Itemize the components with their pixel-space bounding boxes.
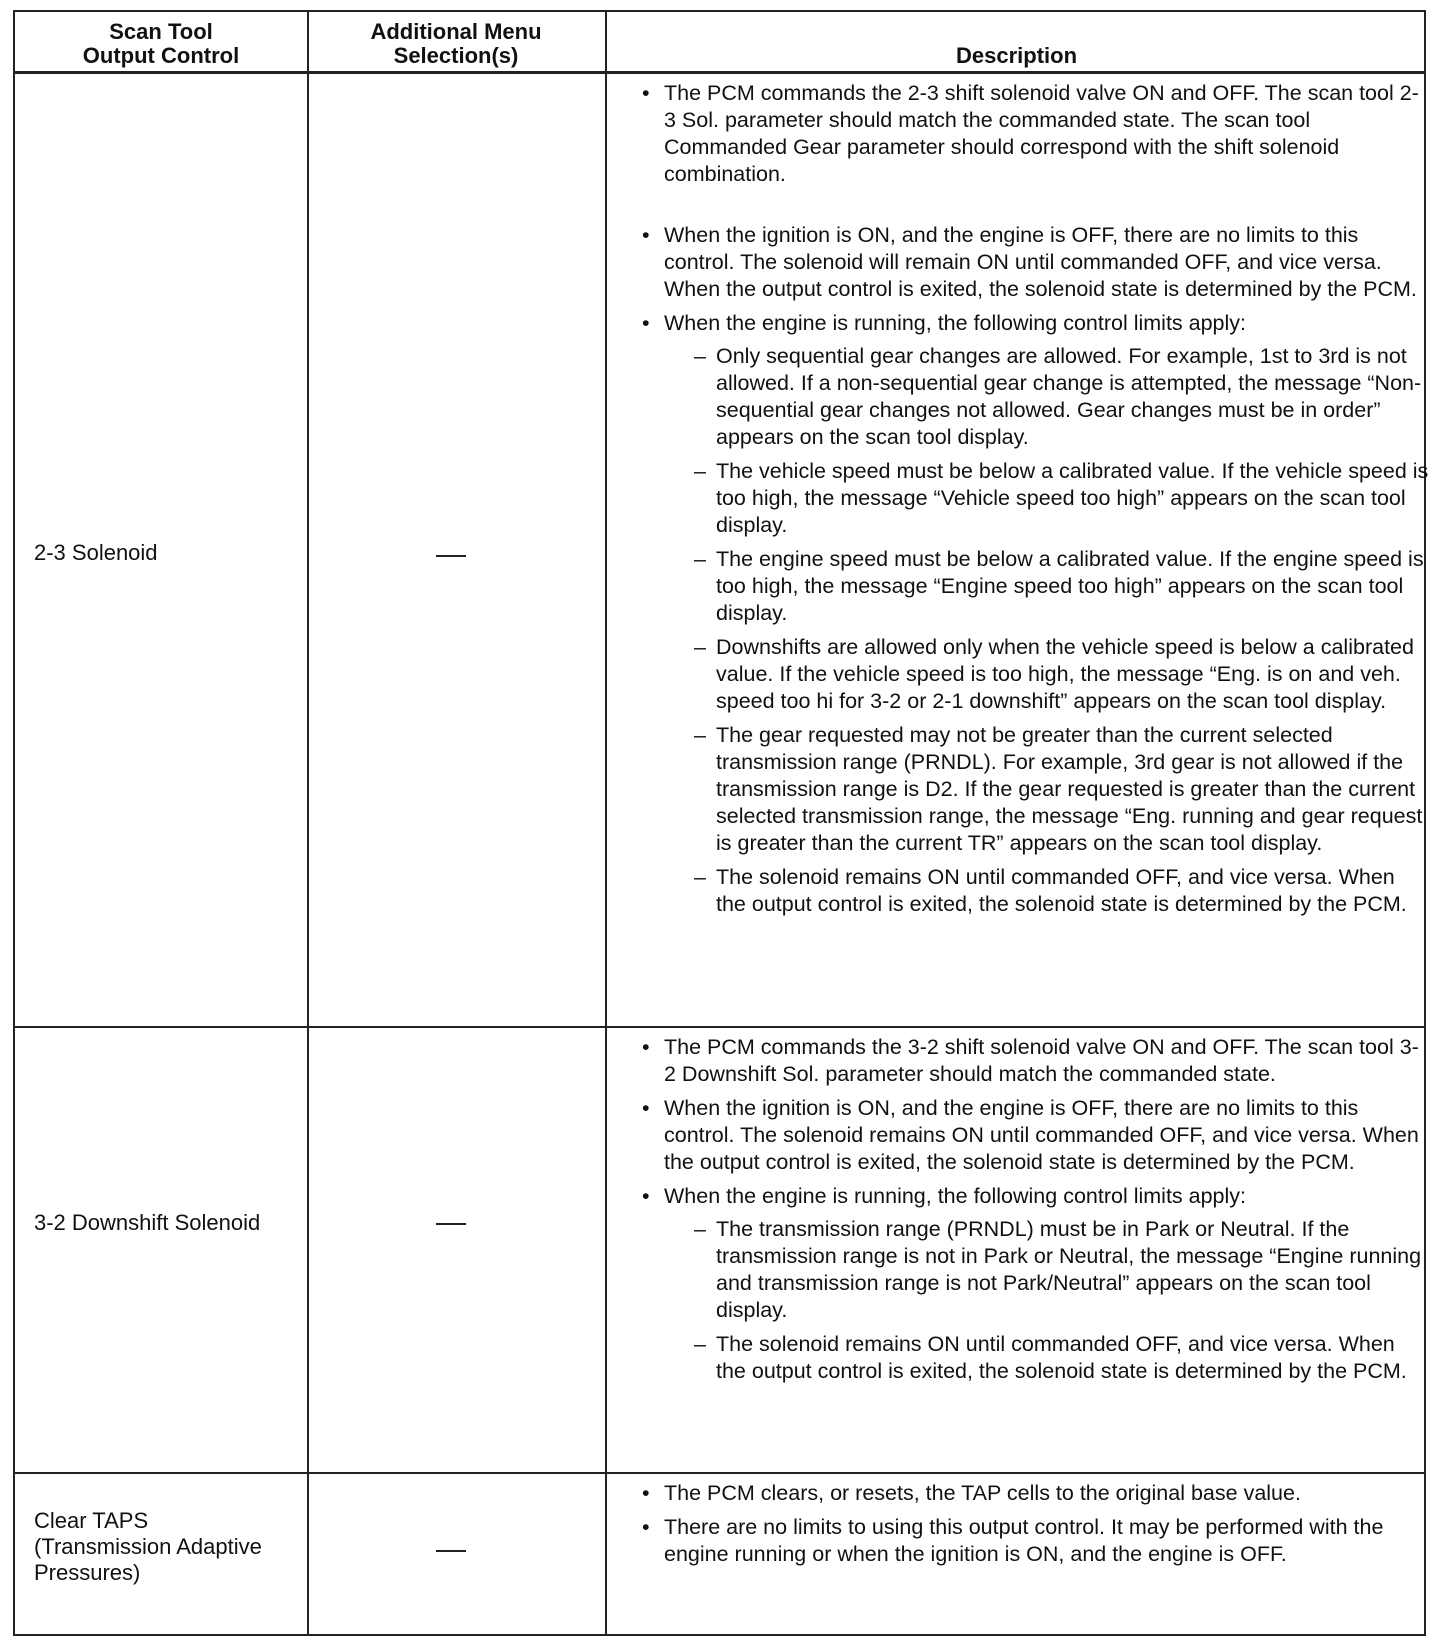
sub-item: – The gear requested may not be greater than the current selected transmission range (PRNDL). For example, 3rd gear is not allowed if the transmission range is D2. If the gear requested is greater than the current selected transmission range, the message “Eng. running and gear request is greater than the current TR” appears on the scan tool display.: [664, 722, 1430, 857]
sub-item: – The vehicle speed must be below a calibrated value. If the vehicle speed is too high, the message “Vehicle speed too high” appears on the scan tool display.: [664, 458, 1430, 539]
bullet-item: [640, 1183, 1430, 1385]
row-menu-dash: [436, 1550, 466, 1552]
header-menu-selection: [307, 20, 605, 68]
sub-list: [664, 1216, 1430, 1385]
sub-list: [664, 343, 1430, 918]
sub-item: – Only sequential gear changes are allowed. For example, 1st to 3rd is not allowed. If a non-sequential gear change is attempted, the message “Non-sequential gear changes not allowed. Gear changes must be in order” appears on the scan tool display.: [664, 343, 1430, 451]
row-description: [640, 1034, 1430, 1392]
header-line: Description: [955, 43, 1078, 68]
bullet-item: • When the ignition is ON, and the engine is OFF, there are no limits to this control. The solenoid will remain ON until commanded OFF, and vice versa. When the output control is exited, the solenoid state is determined by the PCM.: [640, 222, 1430, 303]
bullet-item: • The PCM commands the 2-3 shift solenoid valve ON and OFF. The scan tool 2-3 Sol. parameter should match the commanded state. The scan tool Commanded Gear parameter should correspond with the shift solenoid combination.: [640, 80, 1430, 188]
bullet-item: • When the ignition is ON, and the engine is OFF, there are no limits to this control. The solenoid remains ON until commanded OFF, and vice versa. When the output control is exited, the solenoid state is determined by the PCM.: [640, 1095, 1430, 1176]
bullet-item: [640, 310, 1430, 918]
bullet-text: When the engine is running, the following control limits apply:: [664, 311, 1247, 335]
column-divider: [307, 12, 309, 1634]
header-output-control: [15, 20, 307, 68]
row-divider: [15, 1472, 1424, 1474]
bullet-item: • The PCM clears, or resets, the TAP cells to the original base value.: [640, 1480, 1430, 1507]
row-name: 3-2 Downshift Solenoid: [34, 1210, 261, 1235]
row-name: 2-3 Solenoid: [34, 540, 158, 565]
row-menu-dash: [436, 555, 466, 557]
row-name: [34, 1508, 262, 1586]
header-line: Scan Tool: [109, 19, 213, 44]
sub-item: – Downshifts are allowed only when the vehicle speed is below a calibrated value. If the vehicle speed is too high, the message “Eng. is on and veh. speed too hi for 3-2 or 2-1 downshift” appears on the scan tool display.: [664, 634, 1430, 715]
output-control-table: [13, 10, 1429, 1636]
sub-item: – The solenoid remains ON until commanded OFF, and vice versa. When the output control is exited, the solenoid state is determined by the PCM.: [664, 1331, 1430, 1385]
header-line: Additional Menu: [370, 19, 542, 44]
row-description: [640, 80, 1430, 925]
header-line: Output Control: [82, 43, 240, 68]
sub-item: – The solenoid remains ON until commanded OFF, and vice versa. When the output control is exited, the solenoid state is determined by the PCM.: [664, 864, 1430, 918]
row-name-line: Clear TAPS: [34, 1508, 149, 1533]
header-line: Selection(s): [393, 43, 519, 68]
sub-item: – The transmission range (PRNDL) must be in Park or Neutral. If the transmission range is not in Park or Neutral, the message “Engine running and transmission range is not Park/Neutral” appears on the scan tool display.: [664, 1216, 1430, 1324]
sub-item: – The engine speed must be below a calibrated value. If the engine speed is too high, the message “Engine speed too high” appears on the scan tool display.: [664, 546, 1430, 627]
row-name-line: Pressures): [34, 1560, 141, 1585]
row-description: [640, 1480, 1430, 1568]
column-divider: [605, 12, 607, 1634]
header-description: [605, 44, 1428, 68]
row-name-line: (Transmission Adaptive: [34, 1534, 262, 1559]
row-divider: [15, 1026, 1424, 1028]
bullet-item: • The PCM commands the 3-2 shift solenoid valve ON and OFF. The scan tool 3-2 Downshift Sol. parameter should match the commanded state.: [640, 1034, 1430, 1088]
header-divider: [15, 71, 1424, 74]
bullet-item: • There are no limits to using this output control. It may be performed with the engine running or when the ignition is ON, and the engine is OFF.: [640, 1514, 1430, 1568]
row-menu-dash: [436, 1223, 466, 1225]
bullet-text: When the engine is running, the following control limits apply:: [664, 1184, 1247, 1208]
